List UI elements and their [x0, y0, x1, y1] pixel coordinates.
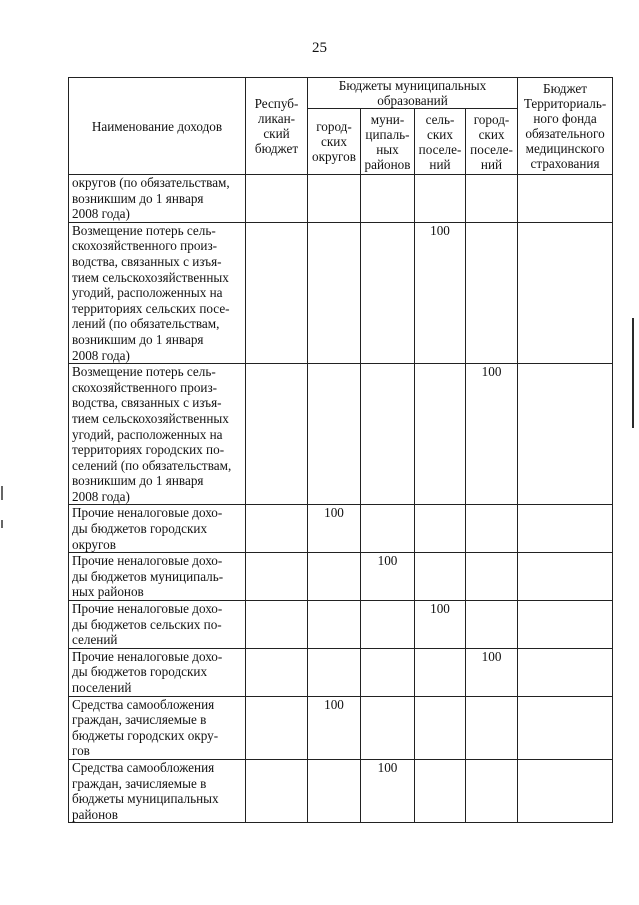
header-rural-settlements: сель- ских поселе- ний [415, 109, 466, 175]
cell-republican [246, 505, 308, 553]
cell-republican [246, 175, 308, 223]
cell-urban [466, 759, 518, 822]
cell-republican [246, 696, 308, 759]
cell-municipal [361, 364, 415, 505]
cell-republican [246, 222, 308, 363]
cell-municipal: 100 [361, 759, 415, 822]
cell-republican [246, 648, 308, 696]
cell-rural [415, 648, 466, 696]
cell-city [308, 553, 361, 601]
cell-rural: 100 [415, 601, 466, 649]
row-name: Прочие неналоговые дохо- ды бюджетов городских поселений [69, 648, 246, 696]
table-row [69, 175, 613, 223]
header-city-districts: город- ских округов [308, 109, 361, 175]
header-republican: Респуб- ликан- ский бюджет [246, 78, 308, 175]
scan-edge-line [632, 318, 634, 428]
cell-urban [466, 175, 518, 223]
header-municipal-group: Бюджеты муниципальных образований [308, 78, 518, 109]
table-row [69, 364, 613, 505]
cell-fund [518, 364, 613, 505]
cell-municipal [361, 648, 415, 696]
cell-city: 100 [308, 696, 361, 759]
cell-urban [466, 222, 518, 363]
cell-fund [518, 175, 613, 223]
cell-municipal [361, 505, 415, 553]
cell-fund [518, 222, 613, 363]
row-name: Прочие неналоговые дохо- ды бюджетов городских округов [69, 505, 246, 553]
cell-republican [246, 553, 308, 601]
cell-rural: 100 [415, 222, 466, 363]
cell-fund [518, 696, 613, 759]
cell-urban [466, 505, 518, 553]
cell-rural [415, 759, 466, 822]
cell-city [308, 364, 361, 505]
cell-fund [518, 553, 613, 601]
cell-city [308, 601, 361, 649]
header-name: Наименование доходов [69, 78, 246, 175]
cell-municipal [361, 175, 415, 223]
page-number: 25 [312, 40, 327, 56]
cell-urban [466, 553, 518, 601]
row-name: Возмещение потерь сель- скохозяйственного произ- водства, связанных с изъя- тием сельскохозяйственных угодий, расположенных на территориях сельских посе- лений (по обязательствам, возникшим до 1 января 2008 года) [69, 222, 246, 363]
cell-municipal [361, 601, 415, 649]
cell-republican [246, 601, 308, 649]
cell-urban: 100 [466, 648, 518, 696]
row-name: Средства самообложения граждан, зачисляемые в бюджеты городских окру- гов [69, 696, 246, 759]
cell-city [308, 648, 361, 696]
row-name: Прочие неналоговые дохо- ды бюджетов сельских по- селений [69, 601, 246, 649]
table-row [69, 601, 613, 649]
cell-rural [415, 175, 466, 223]
cell-city [308, 175, 361, 223]
table-row [69, 648, 613, 696]
cell-municipal [361, 222, 415, 363]
header-fund: Бюджет Территориаль- ного фонда обязательного медицинского страхования [518, 78, 613, 175]
cell-fund [518, 759, 613, 822]
cell-fund [518, 648, 613, 696]
header-municipal-districts: муни- ципаль- ных районов [361, 109, 415, 175]
row-name: Прочие неналоговые дохо- ды бюджетов муниципаль- ных районов [69, 553, 246, 601]
table-row [69, 222, 613, 363]
scan-margin-mark [1, 520, 3, 528]
header-urban-settlements: город- ских поселе- ний [466, 109, 518, 175]
cell-rural [415, 505, 466, 553]
cell-city: 100 [308, 505, 361, 553]
cell-republican [246, 759, 308, 822]
cell-republican [246, 364, 308, 505]
row-name: округов (по обязательствам, возникшим до 1 января 2008 года) [69, 175, 246, 223]
cell-municipal: 100 [361, 553, 415, 601]
cell-fund [518, 505, 613, 553]
cell-urban [466, 696, 518, 759]
table-row [69, 696, 613, 759]
table-row [69, 553, 613, 601]
cell-fund [518, 601, 613, 649]
cell-municipal [361, 696, 415, 759]
cell-city [308, 222, 361, 363]
table-row [69, 759, 613, 822]
cell-rural [415, 696, 466, 759]
cell-urban: 100 [466, 364, 518, 505]
row-name: Средства самообложения граждан, зачисляемые в бюджеты муниципальных районов [69, 759, 246, 822]
cell-city [308, 759, 361, 822]
cell-rural [415, 364, 466, 505]
cell-rural [415, 553, 466, 601]
table-row [69, 505, 613, 553]
cell-urban [466, 601, 518, 649]
scan-margin-mark [1, 486, 3, 500]
revenue-distribution-table [68, 77, 613, 823]
row-name: Возмещение потерь сель- скохозяйственного произ- водства, связанных с изъя- тием сельскохозяйственных угодий, расположенных на территориях городских по- селений (по обязательствам, возникшим до 1 января 2008 года) [69, 364, 246, 505]
